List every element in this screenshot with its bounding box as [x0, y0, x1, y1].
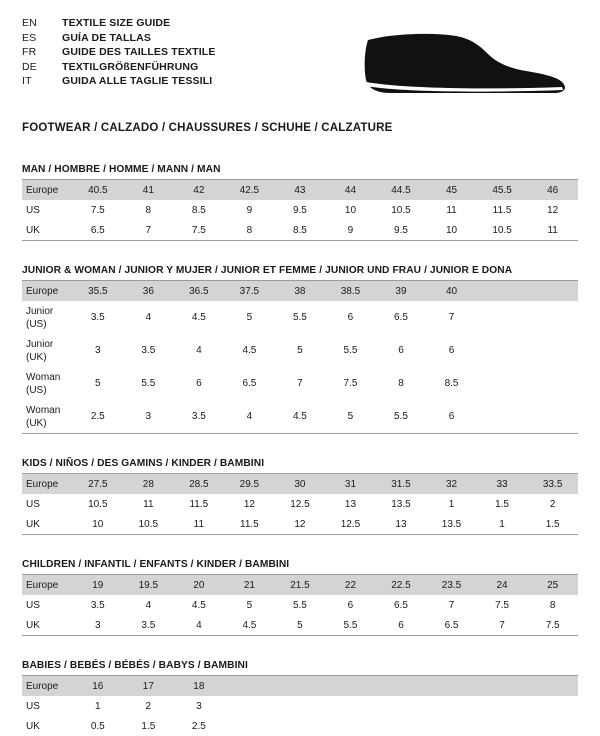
language-code: DE: [22, 60, 37, 73]
size-cell-empty: [275, 716, 326, 736]
table-row: [22, 615, 578, 636]
size-cell-empty: [527, 676, 578, 696]
table-row: [22, 281, 578, 301]
language-row: [22, 74, 215, 89]
size-cell: 8: [224, 220, 275, 241]
group-title: CHILDREN / INFANTIL / ENFANTS / KINDER / BAMBINI: [22, 559, 290, 570]
size-cell: 4: [145, 312, 152, 323]
size-cell-empty: [527, 400, 578, 434]
size-cell: 7: [297, 378, 303, 389]
size-cell-empty: [325, 716, 376, 736]
row-label: US: [26, 599, 40, 611]
size-cell-empty: [527, 696, 578, 716]
size-cell: 5: [246, 312, 253, 323]
language-row: [22, 45, 215, 60]
size-cell: 1.5: [495, 498, 509, 510]
size-cell-empty: [477, 696, 528, 716]
size-cell: 20: [174, 575, 225, 595]
size-cell: 6: [347, 599, 354, 611]
language-row: [22, 31, 215, 46]
row-label: Europe: [22, 281, 73, 301]
size-cell: 27.5: [73, 474, 124, 494]
size-cell-empty: [224, 716, 275, 736]
size-cell: 4: [196, 345, 202, 356]
size-cell-empty: [477, 367, 528, 400]
size-table-kids: [22, 474, 578, 535]
table-row: [22, 676, 578, 696]
size-cell-empty: [325, 696, 376, 716]
row-label: Europe: [22, 575, 73, 595]
size-cell-empty: [426, 696, 477, 716]
size-cell: 9: [325, 220, 376, 241]
size-group-man: [22, 164, 578, 241]
size-cell: 6.5: [426, 615, 477, 636]
size-cell: 6: [347, 312, 354, 323]
size-cell: 12: [275, 514, 326, 535]
size-cell: 16: [73, 676, 124, 696]
size-cell: 12.5: [325, 514, 376, 535]
size-group-children: [22, 559, 578, 636]
size-cell: 10.5: [123, 514, 174, 535]
size-cell: 45: [426, 180, 477, 200]
size-cell: 7: [123, 220, 174, 241]
size-cell: 6: [426, 400, 477, 434]
size-cell: 46: [527, 180, 578, 200]
table-row: [22, 595, 578, 615]
size-cell: 4: [145, 599, 152, 611]
size-cell-empty: [376, 696, 427, 716]
language-title: GUIDE DES TAILLES TEXTILE: [62, 46, 216, 59]
size-cell: 21: [224, 575, 275, 595]
language-code: EN: [22, 17, 37, 29]
size-cell: 0.5: [90, 720, 105, 732]
size-cell: 42.5: [224, 180, 275, 200]
row-label: Europe: [22, 474, 73, 494]
size-cell: 41: [123, 180, 174, 200]
group-title: JUNIOR & WOMAN / JUNIOR Y MUJER / JUNIOR ET FEMME / JUNIOR UND FRAU / JUNIOR E DONA: [22, 265, 513, 276]
size-cell: 10: [426, 220, 477, 241]
language-row: [22, 16, 215, 31]
size-cell: 4.5: [191, 312, 206, 323]
size-cell: 13.5: [391, 498, 411, 510]
language-title: GUIDA ALLE TAGLIE TESSILI: [62, 75, 213, 88]
row-label: UK: [22, 514, 73, 535]
table-row: [22, 301, 578, 334]
size-cell: 44.5: [376, 180, 427, 200]
size-cell: 23.5: [426, 575, 477, 595]
size-cell-empty: [224, 676, 275, 696]
size-cell-empty: [325, 676, 376, 696]
row-label: Junior (US): [26, 305, 54, 330]
row-label: US: [26, 700, 40, 712]
size-cell: 3.5: [90, 599, 105, 611]
document-header: [22, 16, 578, 108]
size-cell: 1: [477, 514, 528, 535]
size-cell: 30: [275, 474, 326, 494]
size-cell: 5: [325, 400, 376, 434]
row-label: Woman (US): [26, 371, 61, 396]
size-cell: 42: [174, 180, 225, 200]
size-cell-empty: [527, 716, 578, 736]
size-cell: 44: [325, 180, 376, 200]
size-cell: 11: [446, 204, 457, 216]
size-cell: 11: [143, 498, 154, 510]
size-cell: 35.5: [73, 281, 124, 301]
size-cell: 4.5: [242, 345, 257, 356]
row-label: US: [26, 204, 40, 216]
size-cell: 5.5: [343, 345, 358, 356]
table-row: [22, 220, 578, 241]
size-cell: 10: [73, 514, 124, 535]
size-cell: 4: [174, 615, 225, 636]
size-cell: 37.5: [224, 281, 275, 301]
size-cell: 2.5: [191, 720, 206, 732]
group-title: BABIES / BEBÉS / BÉBÉS / BABYS / BAMBINI: [22, 660, 248, 671]
size-cell: 6: [398, 345, 404, 356]
size-table-man: [22, 180, 578, 241]
size-cell: 7.5: [495, 599, 509, 611]
size-cell: 7.5: [527, 615, 578, 636]
size-cell: 36: [123, 281, 174, 301]
size-cell-empty: [527, 367, 578, 400]
size-cell-empty: [224, 696, 275, 716]
size-cell: 2: [145, 700, 152, 712]
table-row: [22, 514, 578, 535]
size-cell: 11.5: [492, 204, 512, 216]
size-cell: 9: [246, 204, 253, 216]
size-cell: 3.5: [141, 345, 156, 356]
size-cell: 25: [527, 575, 578, 595]
size-cell-empty: [376, 676, 427, 696]
size-group-babies: [22, 660, 578, 736]
size-cell: 6.5: [394, 312, 408, 323]
size-cell: 3: [95, 345, 101, 356]
size-cell: 45.5: [477, 180, 528, 200]
size-cell: 5: [275, 615, 326, 636]
size-cell: 19.5: [123, 575, 174, 595]
size-cell: 31: [325, 474, 376, 494]
size-cell: 10: [344, 204, 357, 216]
size-cell: 3.5: [174, 400, 225, 434]
size-cell: 7.5: [90, 204, 105, 216]
size-cell: 6.5: [242, 378, 257, 389]
size-cell: 36.5: [174, 281, 225, 301]
language-title: GUÍA DE TALLAS: [62, 31, 152, 44]
size-cell: 43: [275, 180, 326, 200]
size-cell-empty: [426, 676, 477, 696]
size-cell: 39: [376, 281, 427, 301]
table-row: [22, 494, 578, 514]
table-row: [22, 575, 578, 595]
size-cell: 7.5: [343, 378, 358, 389]
size-cell: 10.5: [391, 204, 411, 216]
size-cell: 13.5: [426, 514, 477, 535]
row-label: Europe: [22, 676, 73, 696]
dress-shoe-icon: [360, 32, 570, 102]
size-cell: 1.5: [527, 514, 578, 535]
table-row: [22, 400, 578, 434]
size-cell: 8: [398, 378, 404, 389]
group-title: KIDS / NIÑOS / DES GAMINS / KINDER / BAMBINI: [22, 458, 265, 469]
size-cell: 5.5: [292, 599, 307, 611]
size-cell: 5.5: [141, 378, 156, 389]
size-cell: 11: [174, 514, 225, 535]
size-cell: 4.5: [275, 400, 326, 434]
footwear-section-title: FOOTWEAR / CALZADO / CHAUSSURES / SCHUHE / CALZATURE: [22, 122, 393, 134]
size-cell-empty: [477, 334, 528, 367]
size-cell: 1.5: [141, 720, 156, 732]
size-cell-empty: [527, 281, 578, 301]
size-cell: 33: [477, 474, 528, 494]
size-cell-empty: [477, 301, 528, 334]
row-label: UK: [22, 220, 73, 241]
size-cell: 12.5: [290, 498, 310, 510]
language-code: IT: [22, 75, 32, 88]
size-cell: 2.5: [73, 400, 124, 434]
row-label: UK: [22, 615, 73, 636]
size-cell: 3: [73, 615, 124, 636]
row-label: Europe: [22, 180, 73, 200]
language-title: TEXTILE SIZE GUIDE: [62, 17, 171, 29]
size-cell: 5.5: [376, 400, 427, 434]
size-cell: 32: [426, 474, 477, 494]
size-cell-empty: [275, 696, 326, 716]
size-cell: 28.5: [174, 474, 225, 494]
size-cell: 31.5: [376, 474, 427, 494]
size-cell: 7.5: [174, 220, 225, 241]
size-cell: 5: [297, 345, 303, 356]
size-cell-empty: [477, 676, 528, 696]
size-cell: 21.5: [275, 575, 326, 595]
size-cell-empty: [477, 281, 528, 301]
size-cell: 9.5: [376, 220, 427, 241]
size-cell-empty: [527, 334, 578, 367]
size-cell-empty: [527, 301, 578, 334]
size-cell: 6: [376, 615, 427, 636]
size-cell: 8: [145, 204, 152, 216]
size-cell: 12: [547, 204, 559, 216]
size-cell: 12: [243, 498, 255, 510]
size-table-junior-woman: [22, 281, 578, 434]
language-code: ES: [22, 31, 37, 44]
size-cell: 11.5: [189, 498, 209, 510]
table-row: [22, 474, 578, 494]
size-cell: 3.5: [123, 615, 174, 636]
language-row: [22, 60, 215, 75]
size-cell: 4.5: [191, 599, 206, 611]
size-group-kids: [22, 458, 578, 535]
size-cell: 1: [448, 498, 455, 510]
size-cell: 11.5: [224, 514, 275, 535]
language-title: TEXTILGRÖßENFÜHRUNG: [62, 60, 199, 73]
language-title-list: [22, 16, 215, 89]
size-cell: 22: [325, 575, 376, 595]
group-title: MAN / HOMBRE / HOMME / MANN / MAN: [22, 164, 221, 175]
size-cell: 3.5: [90, 312, 105, 323]
row-label: US: [26, 498, 40, 510]
size-cell: 2: [549, 498, 556, 510]
size-cell: 28: [123, 474, 174, 494]
size-cell-empty: [426, 716, 477, 736]
size-cell: 8.5: [191, 204, 206, 216]
size-cell: 18: [174, 676, 225, 696]
size-cell: 29.5: [224, 474, 275, 494]
size-cell: 5.5: [325, 615, 376, 636]
size-cell-empty: [376, 716, 427, 736]
size-cell: 6.5: [73, 220, 124, 241]
size-cell-empty: [477, 716, 528, 736]
size-cell: 7: [448, 312, 455, 323]
table-row: [22, 367, 578, 400]
size-cell: 6: [196, 378, 202, 389]
size-group-junior-woman: [22, 265, 578, 434]
size-cell: 19: [73, 575, 124, 595]
size-cell: 1: [95, 700, 101, 712]
size-cell: 10.5: [88, 498, 108, 510]
size-cell: 24: [477, 575, 528, 595]
size-cell: 17: [123, 676, 174, 696]
size-cell: 38.5: [325, 281, 376, 301]
table-row: [22, 716, 578, 736]
size-cell: 6: [448, 345, 455, 356]
size-cell: 10.5: [477, 220, 528, 241]
size-cell-empty: [477, 400, 528, 434]
size-cell: 8.5: [444, 378, 459, 389]
language-code: FR: [22, 46, 37, 59]
size-cell: 4: [224, 400, 275, 434]
size-cell: 6.5: [394, 599, 408, 611]
table-row: [22, 180, 578, 200]
size-cell-empty: [275, 676, 326, 696]
table-row: [22, 334, 578, 367]
size-cell: 3: [123, 400, 174, 434]
size-table-children: [22, 575, 578, 636]
size-cell: 5: [95, 378, 101, 389]
size-cell: 5: [246, 599, 253, 611]
size-cell: 7: [448, 599, 455, 611]
size-cell: 8.5: [275, 220, 326, 241]
size-cell: 13: [344, 498, 357, 510]
size-cell: 13: [376, 514, 427, 535]
size-cell: 8: [549, 599, 556, 611]
size-table-babies: [22, 676, 578, 736]
size-cell: 7: [477, 615, 528, 636]
size-cell: 4.5: [224, 615, 275, 636]
row-label: Junior (UK): [26, 338, 54, 363]
size-cell: 40: [426, 281, 477, 301]
size-cell: 40.5: [73, 180, 124, 200]
size-cell: 3: [196, 700, 202, 712]
row-label: Woman (UK): [22, 400, 73, 434]
size-cell: 11: [527, 220, 578, 241]
size-cell: 38: [275, 281, 326, 301]
size-cell: 9.5: [292, 204, 307, 216]
size-cell: 22.5: [376, 575, 427, 595]
table-row: [22, 200, 578, 220]
row-label: UK: [26, 720, 40, 732]
table-row: [22, 696, 578, 716]
size-cell: 5.5: [292, 312, 307, 323]
size-cell: 33.5: [527, 474, 578, 494]
